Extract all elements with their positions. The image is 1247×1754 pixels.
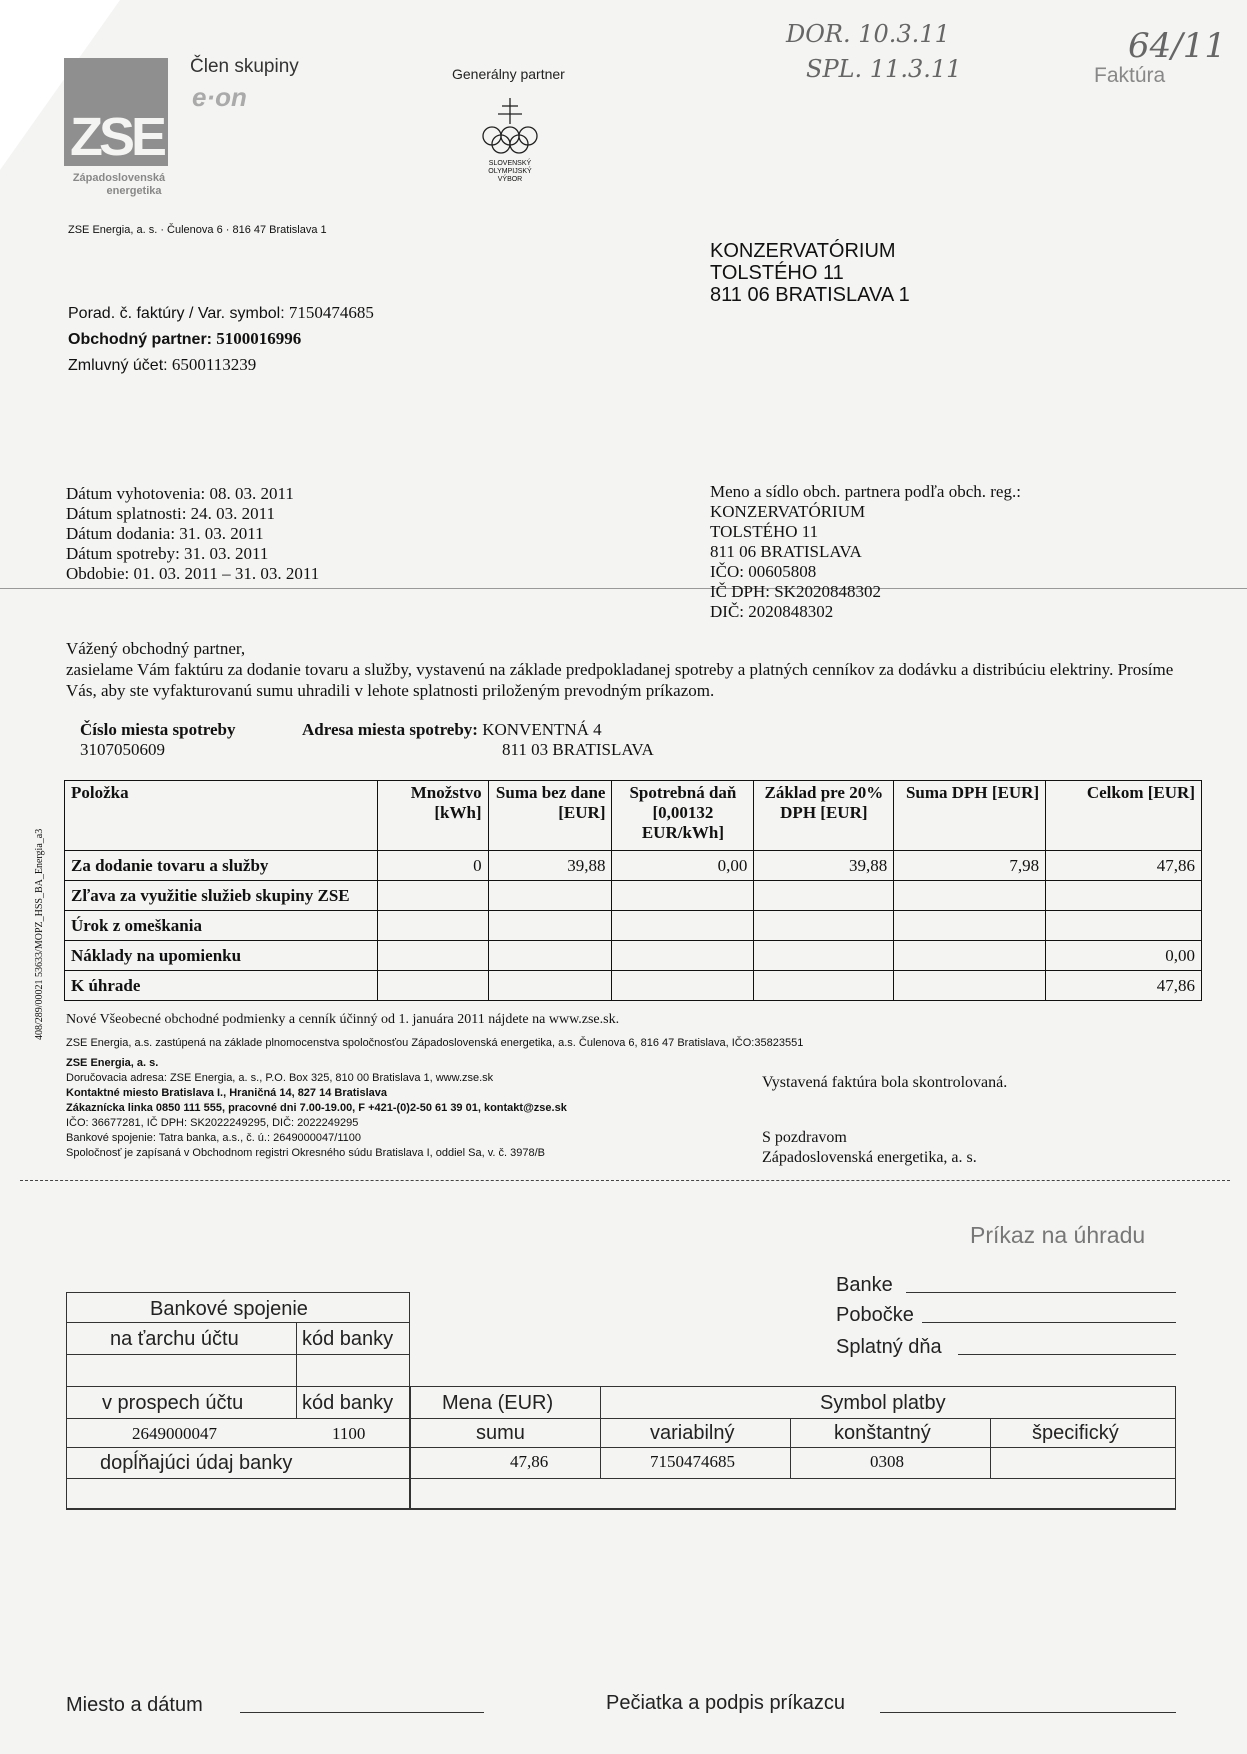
- debit-account-label: na ťarchu účtu: [110, 1328, 239, 1350]
- credit-account-value: 2649000047: [132, 1424, 217, 1443]
- handwritten-due: SPL. 11.3.11: [806, 55, 962, 83]
- bank-field-label: Banke: [836, 1274, 893, 1296]
- company-footer: ZSE Energia, a.s. zastúpená na základe plnomocenstva spoločnosťou Západoslovenská energetika, a.s. Čulenova 6, 816 47 Bratislava, IČO:35823551 ZSE Energia, a. s. Doručovacia adresa: ZSE Energia, a. s., P.O. Box 325, 810 00 Bratislava 1, www.zse.sk Kontaktné miesto Bratislava I., Hraničná 14, 827 14 Bratislava Zákaznícka linka 0850 111 555, pracovné dni 7.00-19.00, F +421-(0)2-50 61 39 01, kontakt@zse.sk IČO: 36677281, IČ DPH: SK2022249295, DIČ: 2022249295 Bankové spojenie: Tatra banka, a.s., č. ú.: 2649000047/1100 Spoločnosť je zapísaná v Obchodnom registri Okresného súdu Bratislava I, oddiel Sa, v. č. 3978/B: [66, 1037, 804, 1159]
- debit-bank-code-label: kód banky: [302, 1328, 394, 1350]
- invoice-items-table: [64, 780, 1202, 1001]
- specific-symbol-label: špecifický: [1032, 1422, 1119, 1444]
- table-row: Náklady na upomienku 0,00: [65, 941, 1202, 971]
- currency-label: Mena (EUR): [442, 1392, 554, 1414]
- branch-field-label: Pobočke: [836, 1304, 914, 1326]
- recipient-address: KONZERVATÓRIUM TOLSTÉHO 11 811 06 BRATISLAVA 1: [710, 240, 910, 306]
- variable-symbol-label: variabilný: [650, 1422, 735, 1444]
- general-partner-label: Generálny partner: [452, 66, 565, 82]
- fold-line: [0, 588, 1247, 589]
- invoice-dates: Dátum vyhotovenia: 08. 03. 2011 Dátum splatnosti: 24. 03. 2011 Dátum dodania: 31. 03. 2011 Dátum spotreby: 31. 03. 2011 Obdobie: 01. 03. 2011 – 31. 03. 2011: [66, 484, 320, 583]
- handwritten-delivered: DOR. 10.3.11: [786, 20, 950, 48]
- bank-connection-label: Bankové spojenie: [150, 1298, 308, 1320]
- consumption-point-number: Číslo miesta spotreby 3107050609: [80, 720, 236, 759]
- credit-bank-code-label: kód banky: [302, 1392, 394, 1414]
- credit-account-label: v prospech účtu: [102, 1392, 244, 1414]
- contract-account: 6500113239: [171, 355, 257, 374]
- header-vat-base: Základ pre 20% DPH [EUR]: [754, 781, 894, 851]
- payment-symbol-label: Symbol platby: [820, 1392, 946, 1414]
- side-print-code: 408/289/00021 53633/MOPZ_HSS_BA_Energia_a3: [34, 828, 45, 1040]
- zse-logo: [64, 58, 168, 166]
- variable-symbol-value: 7150474685: [650, 1452, 735, 1471]
- header-amount-net: Suma bez dane [EUR]: [488, 781, 612, 851]
- branch-field-line[interactable]: [922, 1322, 1176, 1323]
- stamp-sign-label: Pečiatka a podpis príkazcu: [606, 1692, 846, 1714]
- checked-note: Vystavená faktúra bola skontrolovaná.: [762, 1074, 1008, 1091]
- perforation-line: [20, 1180, 1230, 1181]
- eon-logo: e·on: [192, 82, 247, 112]
- constant-symbol-label: konštantný: [834, 1422, 931, 1444]
- company-address: ZSE Energia, a. s. · Čulenova 6 · 816 47 Bratislava 1: [68, 224, 327, 236]
- document-type: Faktúra: [1094, 64, 1166, 87]
- sum-label: sumu: [476, 1422, 525, 1444]
- table-row-total: K úhrade 47,86: [65, 971, 1202, 1001]
- header-excise: Spotrebná daň [0,00132 EUR/kWh]: [612, 781, 754, 851]
- regards: S pozdravom Západoslovenská energetika, a. s.: [762, 1129, 977, 1166]
- company-subtitle: Západoslovenská energetika: [72, 172, 166, 197]
- invoice-identifiers: Porad. č. faktúry / Var. symbol: 7150474685 Obchodný partner: 5100016996 Zmluvný účet: 6500113239: [68, 303, 374, 374]
- due-date-field-line[interactable]: [958, 1354, 1176, 1355]
- handwritten-number: 64/11: [1128, 26, 1226, 66]
- terms-note: Nové Všeobecné obchodné podmienky a cenník účinný od 1. januára 2011 nájdete na www.zse.sk.: [66, 1012, 620, 1027]
- place-date-line[interactable]: [240, 1712, 484, 1713]
- partner-number: 5100016996: [216, 329, 302, 348]
- header-total: Celkom [EUR]: [1046, 781, 1202, 851]
- stamp-sign-line[interactable]: [880, 1712, 1176, 1713]
- table-row: Zľava za využitie služieb skupiny ZSE: [65, 881, 1202, 911]
- sum-value: 47,86: [510, 1452, 549, 1471]
- extra-bank-data-label: dopĺňajúci údaj banky: [100, 1452, 293, 1474]
- partner-registration: Meno a sídlo obch. partnera podľa obch. reg.: KONZERVATÓRIUM TOLSTÉHO 11 811 06 BRATISLAVA IČO: 00605808 IČ DPH: SK2020848302 DIČ: 2020848302: [710, 482, 1021, 621]
- zse-logo-text: ZSE: [70, 107, 164, 167]
- table-row: Za dodanie tovaru a služby 0 39,88 0,00 39,88 7,98 47,86: [65, 851, 1202, 881]
- constant-symbol-value: 0308: [870, 1452, 904, 1471]
- credit-bank-code-value: 1100: [332, 1424, 366, 1443]
- consumption-point-address: Adresa miesta spotreby: KONVENTNÁ 4 811 03 BRATISLAVA: [302, 720, 654, 759]
- group-member-label: Člen skupiny: [190, 56, 299, 77]
- header-vat: Suma DPH [EUR]: [894, 781, 1046, 851]
- bank-field-line[interactable]: [906, 1292, 1176, 1293]
- table-row: Úrok z omeškania: [65, 911, 1202, 941]
- table-header-row: [65, 781, 1202, 851]
- due-date-field-label: Splatný dňa: [836, 1336, 942, 1358]
- header-item: Položka: [65, 781, 378, 851]
- payment-order-title: Príkaz na úhradu: [970, 1222, 1146, 1248]
- cover-letter: Vážený obchodný partner, zasielame Vám faktúru za dodanie tovaru a služby, vystavenú na základe predpokladanej spotreby a platných cenníkov za dodávku a distribúciu elektriny. Prosíme Vás, aby ste vyfakturovanú sumu uhradili v lehote splatnosti priloženým prevodným príkazom.: [66, 639, 1174, 700]
- place-date-label: Miesto a dátum: [66, 1694, 203, 1716]
- olympic-committee-text: SLOVENSKÝ OLYMPIJSKÝ VÝBOR: [488, 160, 532, 183]
- header-quantity: Množstvo [kWh]: [377, 781, 488, 851]
- variable-symbol: 7150474685: [288, 303, 374, 322]
